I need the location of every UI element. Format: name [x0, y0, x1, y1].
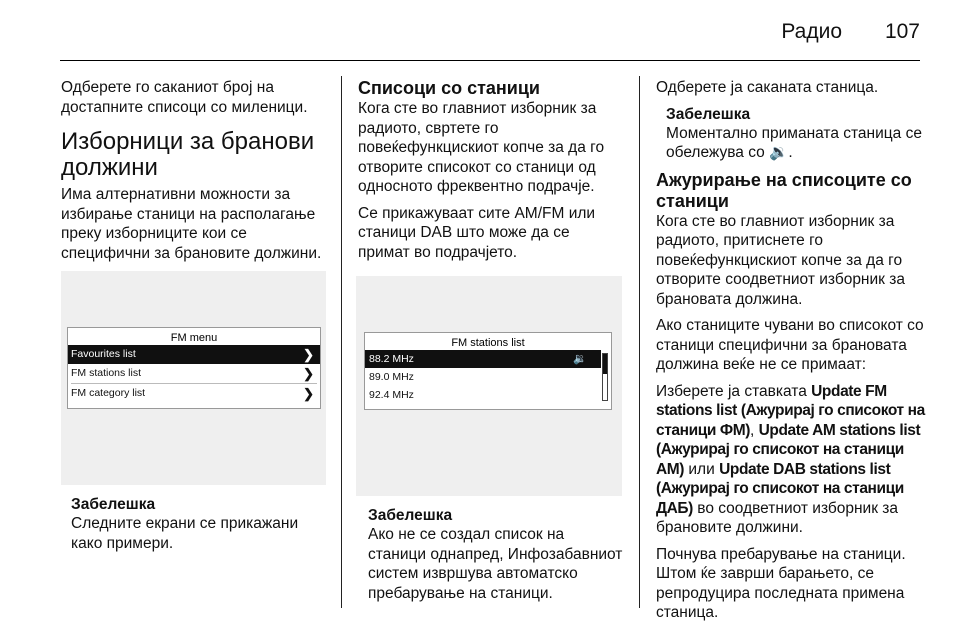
- section-heading-update-lists: Ажурирање на списоците со станици: [656, 169, 912, 211]
- note-title: Забелешка: [71, 496, 156, 513]
- column-1: [61, 78, 331, 560]
- note-text: [666, 124, 926, 163]
- station-row: [365, 386, 601, 404]
- column-2: [358, 78, 623, 610]
- note-text: Следните екрани се прикажани како примери.: [71, 515, 299, 552]
- menu-option-update-am: Update AM stations list (Ажурирај го списокот на станици АМ): [656, 421, 921, 478]
- text-part: во соодветниот изборник за брановите должини.: [656, 499, 899, 536]
- wavebands-paragraph: Има алтернативни можности за избирање станици на располагање преку изборниците кои се специфични за брановите должини.: [61, 186, 322, 262]
- page-header: [60, 0, 920, 60]
- note-text-part: .: [788, 144, 793, 161]
- menu-option-update-dab: Update DAB stations list (Ажурирај го списокот на станици ДАБ): [656, 460, 904, 517]
- intro-paragraph: Одберете го саканиот број на достапните списоци со миленици.: [61, 79, 308, 116]
- text-part: Изберете ја ставката: [656, 382, 807, 400]
- note-text-part: Моментално приманата станица се обележува со: [666, 124, 922, 161]
- note-title: Забелешка: [368, 507, 453, 524]
- station-lists-paragraph-2: Се прикажуваат сите AM/FM или станици DAB што може да се примат во подрачјето.: [358, 204, 596, 261]
- station-row: [365, 368, 601, 386]
- station-frequency: 92.4 MHz: [369, 389, 414, 401]
- note-text: Ако не се создал список на станици однапред, Инфозабавниот систем извршува автоматско пребарување на станици.: [368, 526, 623, 602]
- screen-title: FM stations list: [451, 337, 525, 349]
- fm-stations-screenshot: [356, 276, 622, 496]
- column-divider: [341, 76, 342, 608]
- speaker-icon: 🔉: [573, 353, 587, 365]
- column-3: [656, 78, 926, 630]
- select-station-paragraph: Одберете ја саканата станица.: [656, 79, 879, 96]
- speaker-icon: 🔉: [769, 144, 789, 161]
- scrollbar-thumb: [603, 354, 607, 374]
- update-paragraph-4: Почнува пребарувањe на станици. Штом ќе заврши барањето, се репродуцира последната примена станица.: [656, 545, 906, 621]
- station-frequency: 89.0 MHz: [369, 371, 414, 383]
- text-part: или: [688, 460, 715, 478]
- update-paragraph-3: [656, 382, 926, 538]
- station-frequency: 88.2 MHz: [369, 353, 414, 365]
- menu-item-label: Favourites list: [71, 348, 136, 360]
- text-part: ,: [750, 421, 755, 439]
- update-paragraph-2: Ако станиците чувани во списокот со станици специфични за брановата должина веќе не се примаат:: [656, 317, 924, 373]
- scrollbar: [602, 353, 608, 401]
- fm-menu-screenshot: [61, 271, 326, 485]
- fm-stations-screen: [364, 332, 612, 410]
- section-title: Радио: [781, 20, 842, 43]
- menu-option-update-fm: Update FM stations list (Ажурирај го списокот на станици ФМ): [656, 382, 925, 439]
- update-paragraph-1: Кога сте во главниот изборник за радиото, притиснете го повеќефункцискиот копче за да го отворите соодветниот изборник за брановата должина.: [656, 212, 905, 308]
- chevron-right-icon: ❯: [303, 347, 314, 362]
- chevron-right-icon: ❯: [303, 386, 314, 401]
- menu-item-favourites: [68, 345, 320, 364]
- chevron-right-icon: ❯: [303, 366, 314, 381]
- page-number: 107: [884, 20, 920, 43]
- column-divider: [639, 76, 640, 608]
- section-heading-wavebands: Изборници за бранови должини: [61, 128, 315, 181]
- menu-item-fm-category: [68, 384, 320, 403]
- menu-item-label: FM stations list: [71, 367, 142, 379]
- header-rule: [60, 60, 920, 61]
- note-title: Забелешка: [666, 105, 751, 123]
- station-row-selected: [365, 350, 601, 368]
- menu-item-fm-stations: [68, 364, 320, 383]
- screen-title: FM menu: [170, 332, 218, 344]
- station-lists-paragraph-1: Кога сте во главниот изборник за радиото, свртете го повеќефункцискиот копче за да го отворите списокот со станици од односното фреквентно подрачје.: [358, 100, 605, 195]
- menu-item-label: FM category list: [71, 387, 146, 399]
- fm-menu-screen: [67, 327, 321, 409]
- section-heading-station-lists: Списоци со станици: [358, 78, 540, 98]
